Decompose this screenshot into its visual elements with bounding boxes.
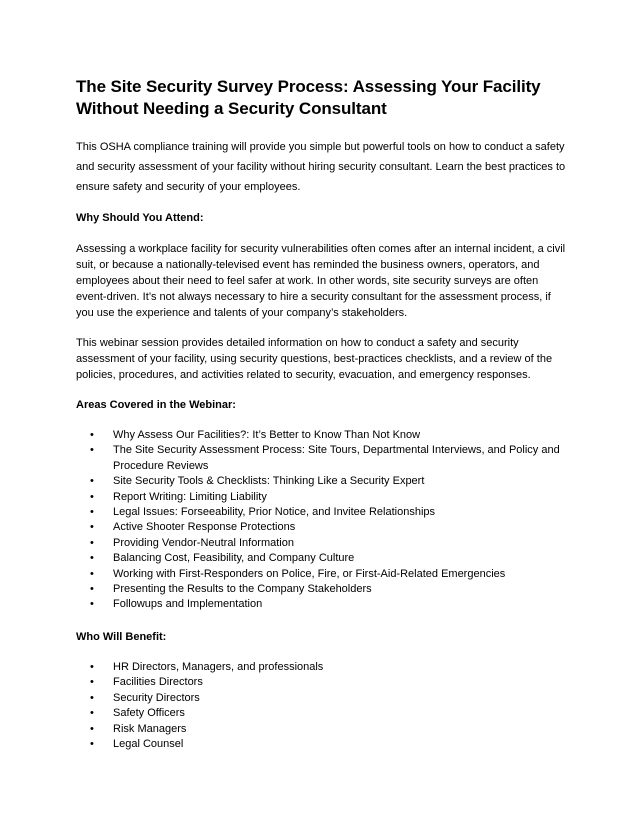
list-item: • Facilities Directors	[76, 675, 566, 690]
list-item: • Legal Counsel	[76, 737, 566, 752]
why-attend-paragraph-1: Assessing a workplace facility for security vulnerabilities often comes after an internal incident, a civil suit, or because a nationally-televised event has reminded the business owners, operators, and employees about their need to feel safer at work. In other words, site security surveys are often event-driven. It’s not always necessary to hire a security consultant for the assessment process, if you use the experience and talents of your company’s stakeholders.	[76, 243, 566, 319]
list-item: • Site Security Tools & Checklists: Thinking Like a Security Expert	[76, 474, 566, 489]
list-item: • Safety Officers	[76, 706, 566, 721]
list-item: • HR Directors, Managers, and professionals	[76, 660, 566, 675]
list-item: • Legal Issues: Forseeability, Prior Notice, and Invitee Relationships	[76, 505, 566, 520]
list-item: • Providing Vendor-Neutral Information	[76, 536, 566, 551]
bullet-icon: •	[90, 429, 94, 441]
bullet-icon: •	[90, 506, 94, 519]
bullet-icon: •	[90, 583, 94, 596]
list-item: • Presenting the Results to the Company Stakeholders	[76, 582, 566, 597]
bullet-icon: •	[90, 598, 94, 611]
list-item: • Report Writing: Limiting Liability	[76, 490, 566, 505]
why-attend-heading: Why Should You Attend:	[76, 212, 204, 224]
bullet-icon: •	[90, 691, 94, 704]
bullet-icon: •	[90, 490, 94, 503]
bullet-icon: •	[90, 444, 94, 457]
list-item: • Risk Managers	[76, 722, 566, 737]
list-item: • Security Directors	[76, 691, 566, 706]
bullet-icon: •	[90, 552, 94, 565]
bullet-icon: •	[90, 676, 94, 689]
bullet-icon: •	[90, 707, 94, 720]
areas-covered-heading: Areas Covered in the Webinar:	[76, 399, 236, 411]
bullet-icon: •	[90, 722, 94, 735]
why-attend-paragraph-2: This webinar session provides detailed information on how to conduct a safety and security assessment of your facility, using security questions, best-practices checklists, and a review of the policies, procedures, and activities related to security, evacuation, and emergency responses.	[76, 337, 553, 381]
bullet-icon: •	[90, 475, 94, 488]
bullet-icon: •	[90, 567, 94, 580]
areas-covered-list	[76, 428, 566, 613]
who-benefit-heading: Who Will Benefit:	[76, 630, 167, 643]
bullet-icon: •	[90, 536, 94, 549]
intro-paragraph: This OSHA compliance training will provide you simple but powerful tools on how to conduct a safety and security assessment of your facility without hiring security consultant. Learn the best practices to ensure safety and security of your employees.	[76, 141, 566, 193]
bullet-icon: •	[90, 521, 94, 534]
list-item: • Active Shooter Response Protections	[76, 520, 566, 535]
list-item: • The Site Security Assessment Process: Site Tours, Departmental Interviews, and Policy and Procedure Reviews	[90, 444, 560, 472]
page-title: The Site Security Survey Process: Assessing Your Facility Without Needing a Security Consultant	[76, 77, 541, 118]
bullet-icon: •	[90, 737, 94, 750]
document-page	[76, 76, 566, 768]
list-item: • Followups and Implementation	[76, 597, 566, 612]
list-item: • Why Assess Our Facilities?: It’s Better to Know Than Not Know	[76, 428, 566, 443]
list-item: • Balancing Cost, Feasibility, and Company Culture	[76, 551, 566, 566]
list-item: • Working with First-Responders on Police, Fire, or First-Aid-Related Emergencies	[76, 567, 566, 582]
who-benefit-list	[76, 660, 566, 752]
bullet-icon: •	[90, 660, 94, 673]
